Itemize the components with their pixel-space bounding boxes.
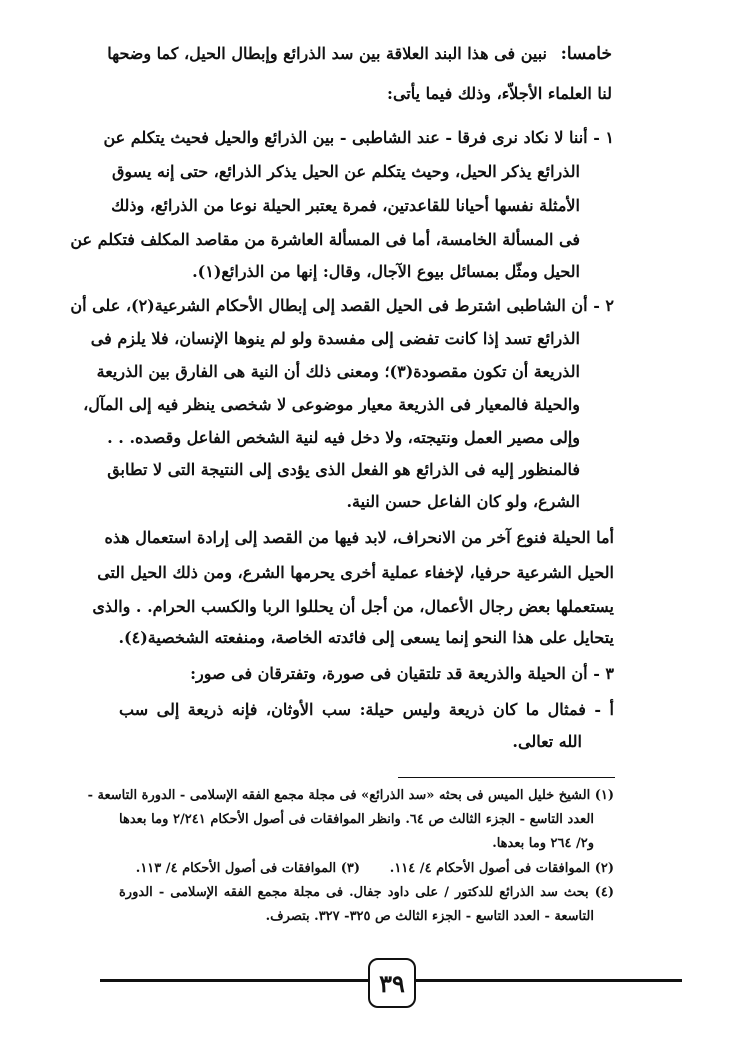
- intro-line-1: نبين فى هذا البند العلاقة بين سد الذرائع وإبطال الحيل، كما وضحها: [107, 44, 547, 63]
- para3-line-3: يستعملها بعض رجال الأعمال، من أجل أن يحللوا الربا والكسب الحرام. . والذى: [92, 597, 614, 616]
- para3-line-4: يتحايل على هذا النحو إنما يسعى إلى فائدته الخاصة، ومنفعته الشخصية(٤).: [118, 628, 614, 647]
- item2-line-2: الذرائع تسد إذا كانت تفضى إلى مفسدة ولو لم ينوها الإنسان، فلا يلزم فى: [90, 329, 580, 348]
- footnote-1-line-3: و٢/ ٢٦٤ وما بعدها.: [492, 836, 594, 851]
- para3-line-1: أما الحيلة فنوع آخر من الانحراف، لابد فيها من القصد إلى إرادة استعمال هذه: [104, 528, 614, 547]
- footnote-4-line-2: التاسعة - العدد التاسع - الجزء الثالث ص ٣٢٥- ٣٢٧. بتصرف.: [265, 909, 594, 924]
- bottom-rule-left: [100, 979, 368, 982]
- item2-line-1: ٢ - أن الشاطبى اشترط فى الحيل القصد إلى إبطال الأحكام الشرعية(٢)، على أن: [70, 296, 614, 315]
- intro-line-2: لنا العلماء الأجلاّء، وذلك فيما يأتى:: [387, 84, 612, 103]
- item2-line-5: وإلى مصير العمل ونتيجته، ولا دخل فيه لنية الشخص الفاعل وقصده. . .: [107, 428, 580, 447]
- item1-line-1: ١ - أننا لا نكاد نرى فرقا - عند الشاطبى - بين الذرائع والحيل فحيث يتكلم عن: [103, 128, 614, 147]
- para3-line-2: الحيل الشرعية حرفيا، لإخفاء عملية أخرى يحرمها الشرع، ومن ذلك الحيل التى: [97, 563, 614, 582]
- item3-line: ٣ - أن الحيلة والذريعة قد تلتقيان فى صورة، وتفترقان فى صور:: [190, 664, 614, 683]
- item1-line-3: الأمثلة نفسها أحيانا للقاعدتين، فمرة يعتبر الحيلة نوعا من الذرائع، وذلك: [111, 196, 580, 215]
- item1-line-2: الذرائع يذكر الحيل، وحيث يتكلم عن الحيل يذكر الذرائع، حتى إنه يسوق: [112, 162, 580, 181]
- page-number: ٣٩: [368, 958, 416, 1008]
- item1-line-4: فى المسألة الخامسة، أما فى المسألة العاشرة من مقاصد المكلف فتكلم عن: [70, 230, 580, 249]
- item3a-line-1: أ - فمثال ما كان ذريعة وليس حيلة: سب الأوثان، فإنه ذريعة إلى سب: [119, 700, 614, 719]
- footnote-4-line-1: (٤) بحث سد الذرائع للدكتور / على داود جفال. فى مجلة مجمع الفقه الإسلامى - الدورة: [119, 885, 614, 900]
- footnote-separator: [398, 777, 615, 778]
- item2-line-3: الذريعة أن تكون مقصودة(٣)؛ ومعنى ذلك أن النية هى الفارق بين الذريعة: [96, 362, 580, 381]
- footnote-2: (٢) الموافقات فى أصول الأحكام ٤/ ١١٤.: [389, 861, 614, 876]
- item1-line-5: الحيل ومثّل بمسائل بيوع الآجال، وقال: إنها من الذرائع(١).: [192, 262, 580, 281]
- item2-line-7: الشرع، ولو كان الفاعل حسن النية.: [346, 492, 580, 511]
- item3a-line-2: الله تعالى.: [512, 732, 582, 751]
- item2-line-6: فالمنظور إليه فى الذرائع هو الفعل الذى يؤدى إلى النتيجة التى لا تطابق: [107, 460, 580, 479]
- footnote-1-line-1: (١) الشيخ خليل الميس فى بحثه «سد الذرائع» فى مجلة مجمع الفقه الإسلامى - الدورة التاسعة -: [87, 788, 614, 803]
- section-heading: خامسا:: [560, 44, 612, 64]
- footnote-3: (٣) الموافقات فى أصول الأحكام ٤/ ١١٣.: [135, 861, 360, 876]
- footnote-1-line-2: العدد التاسع - الجزء الثالث ص ٦٤. وانظر الموافقات فى أصول الأحكام ٢/٢٤١ وما بعدها: [119, 812, 594, 827]
- item2-line-4: والحيلة فالمعيار فى الذريعة معيار موضوعى لا شخصى ينظر فيه إلى المآل،: [83, 395, 580, 414]
- bottom-rule-right: [414, 979, 682, 982]
